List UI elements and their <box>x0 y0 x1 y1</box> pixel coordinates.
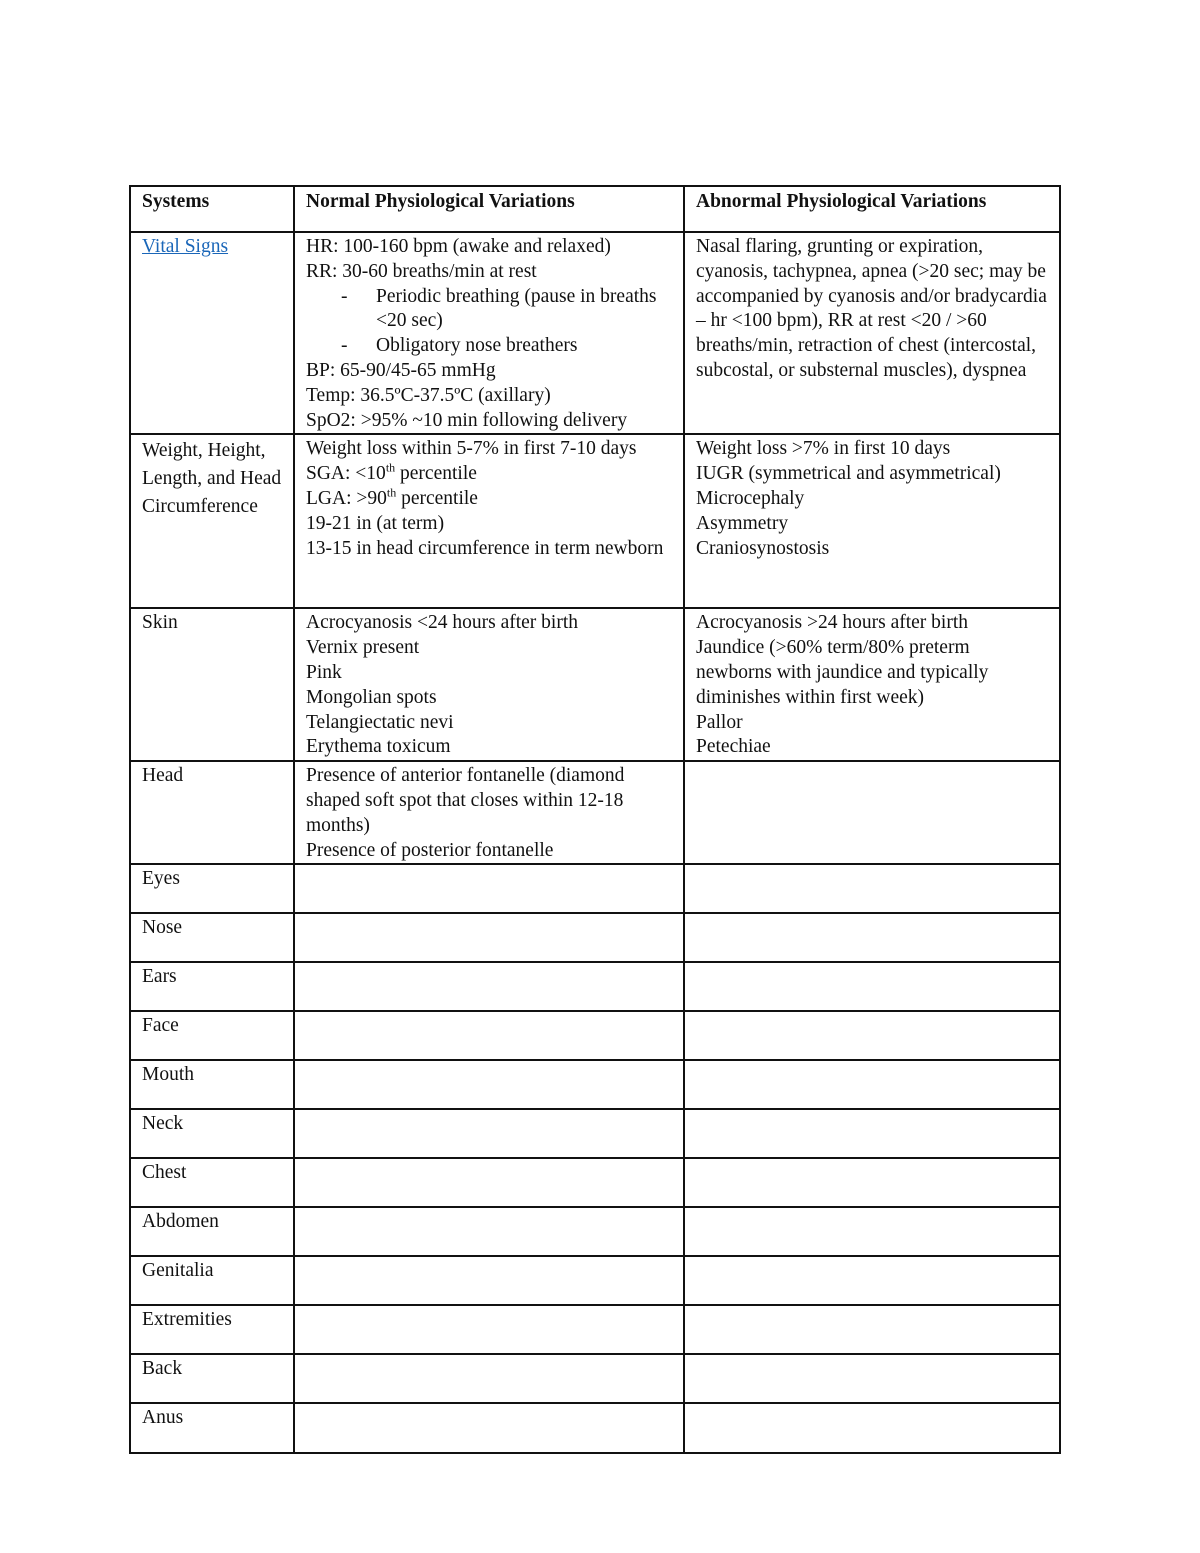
normal-text: RR: 30-60 breaths/min at rest <box>306 260 537 282</box>
abnormal-text: Acrocyanosis >24 hours after birth <box>696 612 969 634</box>
table-row <box>130 962 1060 1011</box>
normal-text: Erythema toxicum <box>306 736 451 758</box>
sga-prefix: SGA: <10 <box>306 463 386 485</box>
abnormal-text: Petechiae <box>696 736 771 758</box>
table-row-skin <box>130 608 1060 761</box>
abnormal-cell-skin <box>684 608 1060 761</box>
abnormal-cell-empty[interactable] <box>684 864 1060 913</box>
abnormal-text: Jaundice (>60% term/80% preterm newborns with jaundice and typically diminishes within first week) <box>696 637 989 708</box>
normal-text: Presence of posterior fontanelle <box>306 839 554 861</box>
abnormal-cell-empty[interactable] <box>684 1256 1060 1305</box>
abnormal-text: Microcephaly <box>696 487 805 509</box>
normal-cell-empty[interactable] <box>294 1109 684 1158</box>
system-cell: Genitalia <box>130 1256 294 1305</box>
normal-text: Telangiectatic nevi <box>306 711 454 733</box>
table-row <box>130 913 1060 962</box>
table-row-weight <box>130 434 1060 608</box>
system-cell: Back <box>130 1354 294 1403</box>
system-label: Skin <box>142 612 178 634</box>
header-abnormal: Abnormal Physiological Variations <box>684 186 1060 232</box>
abnormal-cell-head <box>684 761 1060 864</box>
normal-text: Pink <box>306 661 342 683</box>
normal-cell-skin <box>294 608 684 761</box>
table-row <box>130 1109 1060 1158</box>
system-cell: Nose <box>130 913 294 962</box>
abnormal-text: Craniosynostosis <box>696 537 830 559</box>
normal-cell-weight <box>294 434 684 608</box>
sga-suffix: percentile <box>395 463 477 485</box>
abnormal-text: Nasal flaring, grunting or expiration, cyanosis, tachypnea, apnea (>20 sec; may be accompanied by cyanosis and/or bradycardia – hr <100 bpm), RR at rest <20 / >60 breaths/min, retraction of chest (intercostal, subcostal, or substernal muscles), dyspnea <box>696 236 1047 381</box>
list-item: - Obligatory nose breathers <box>341 334 673 359</box>
normal-cell-empty[interactable] <box>294 913 684 962</box>
abnormal-cell-empty[interactable] <box>684 1403 1060 1453</box>
lga-prefix: LGA: >90 <box>306 487 387 509</box>
abnormal-cell-empty[interactable] <box>684 1109 1060 1158</box>
table-row <box>130 1060 1060 1109</box>
normal-text: BP: 65-90/45-65 mmHg <box>306 359 496 381</box>
system-cell: Ears <box>130 962 294 1011</box>
normal-text: Mongolian spots <box>306 686 437 708</box>
abnormal-text: Weight loss >7% in first 10 days <box>696 438 951 460</box>
header-systems: Systems <box>130 186 294 232</box>
system-cell-vital-signs <box>130 232 294 434</box>
normal-cell-empty[interactable] <box>294 1354 684 1403</box>
system-cell: Face <box>130 1011 294 1060</box>
system-cell: Eyes <box>130 864 294 913</box>
normal-text: 19-21 in (at term) <box>306 512 445 534</box>
abnormal-text: IUGR (symmetrical and asymmetrical) <box>696 463 1001 485</box>
table-row <box>130 864 1060 913</box>
normal-text: Temp: 36.5ºC-37.5ºC (axillary) <box>306 384 551 406</box>
system-cell: Abdomen <box>130 1207 294 1256</box>
abnormal-cell-empty[interactable] <box>684 913 1060 962</box>
abnormal-text: Pallor <box>696 711 743 733</box>
system-cell-weight <box>130 434 294 608</box>
table-row <box>130 1403 1060 1453</box>
normal-cell-empty[interactable] <box>294 1256 684 1305</box>
abnormal-cell-empty[interactable] <box>684 1207 1060 1256</box>
lga-superscript: th <box>386 485 397 500</box>
table-row <box>130 1207 1060 1256</box>
normal-text: Acrocyanosis <24 hours after birth <box>306 612 579 634</box>
normal-cell-empty[interactable] <box>294 864 684 913</box>
normal-cell-vital-signs <box>294 232 684 434</box>
system-cell: Mouth <box>130 1060 294 1109</box>
normal-cell-empty[interactable] <box>294 962 684 1011</box>
normal-text: 13-15 in head circumference in term newborn <box>306 537 664 559</box>
abnormal-cell-empty[interactable] <box>684 1011 1060 1060</box>
newborn-assessment-table <box>129 185 1061 1454</box>
normal-text: Vernix present <box>306 637 420 659</box>
abnormal-cell-empty[interactable] <box>684 1354 1060 1403</box>
abnormal-text: Asymmetry <box>696 512 789 534</box>
sga-superscript: th <box>385 460 396 475</box>
lga-text <box>306 487 673 512</box>
normal-cell-empty[interactable] <box>294 1305 684 1354</box>
normal-bullet-list <box>306 285 673 359</box>
abnormal-cell-empty[interactable] <box>684 962 1060 1011</box>
table-header-row <box>130 186 1060 232</box>
system-label: Head <box>142 765 184 787</box>
system-cell: Extremities <box>130 1305 294 1354</box>
sga-text <box>306 462 673 487</box>
abnormal-cell-empty[interactable] <box>684 1305 1060 1354</box>
system-cell: Neck <box>130 1109 294 1158</box>
normal-text: SpO2: >95% ~10 min following delivery <box>306 409 628 431</box>
system-label: Weight, Height, Length, and Head Circumference <box>142 440 282 518</box>
header-normal: Normal Physiological Variations <box>294 186 684 232</box>
abnormal-cell-empty[interactable] <box>684 1060 1060 1109</box>
vital-signs-link[interactable]: Vital Signs <box>142 236 229 257</box>
normal-text: Weight loss within 5-7% in first 7-10 days <box>306 438 637 460</box>
table-row <box>130 1158 1060 1207</box>
normal-cell-empty[interactable] <box>294 1060 684 1109</box>
table-row <box>130 1354 1060 1403</box>
abnormal-cell-weight <box>684 434 1060 608</box>
lga-suffix: percentile <box>396 487 478 509</box>
table-row <box>130 1256 1060 1305</box>
normal-text: HR: 100-160 bpm (awake and relaxed) <box>306 236 611 257</box>
table-row <box>130 1305 1060 1354</box>
system-cell: Anus <box>130 1403 294 1453</box>
table-row <box>130 1011 1060 1060</box>
normal-cell-head <box>294 761 684 864</box>
system-cell-head <box>130 761 294 864</box>
system-cell: Chest <box>130 1158 294 1207</box>
normal-cell-empty[interactable] <box>294 1158 684 1207</box>
table-row-vital-signs <box>130 232 1060 434</box>
table-row-head <box>130 761 1060 864</box>
normal-text: Presence of anterior fontanelle (diamond shaped soft spot that closes within 12-18 months) <box>306 765 625 836</box>
normal-cell-empty[interactable] <box>294 1207 684 1256</box>
normal-cell-empty[interactable] <box>294 1011 684 1060</box>
system-cell-skin <box>130 608 294 761</box>
list-item: - Periodic breathing (pause in breaths <20 sec) <box>341 285 673 335</box>
normal-cell-empty[interactable] <box>294 1403 684 1453</box>
abnormal-cell-vital-signs <box>684 232 1060 434</box>
abnormal-cell-empty[interactable] <box>684 1158 1060 1207</box>
